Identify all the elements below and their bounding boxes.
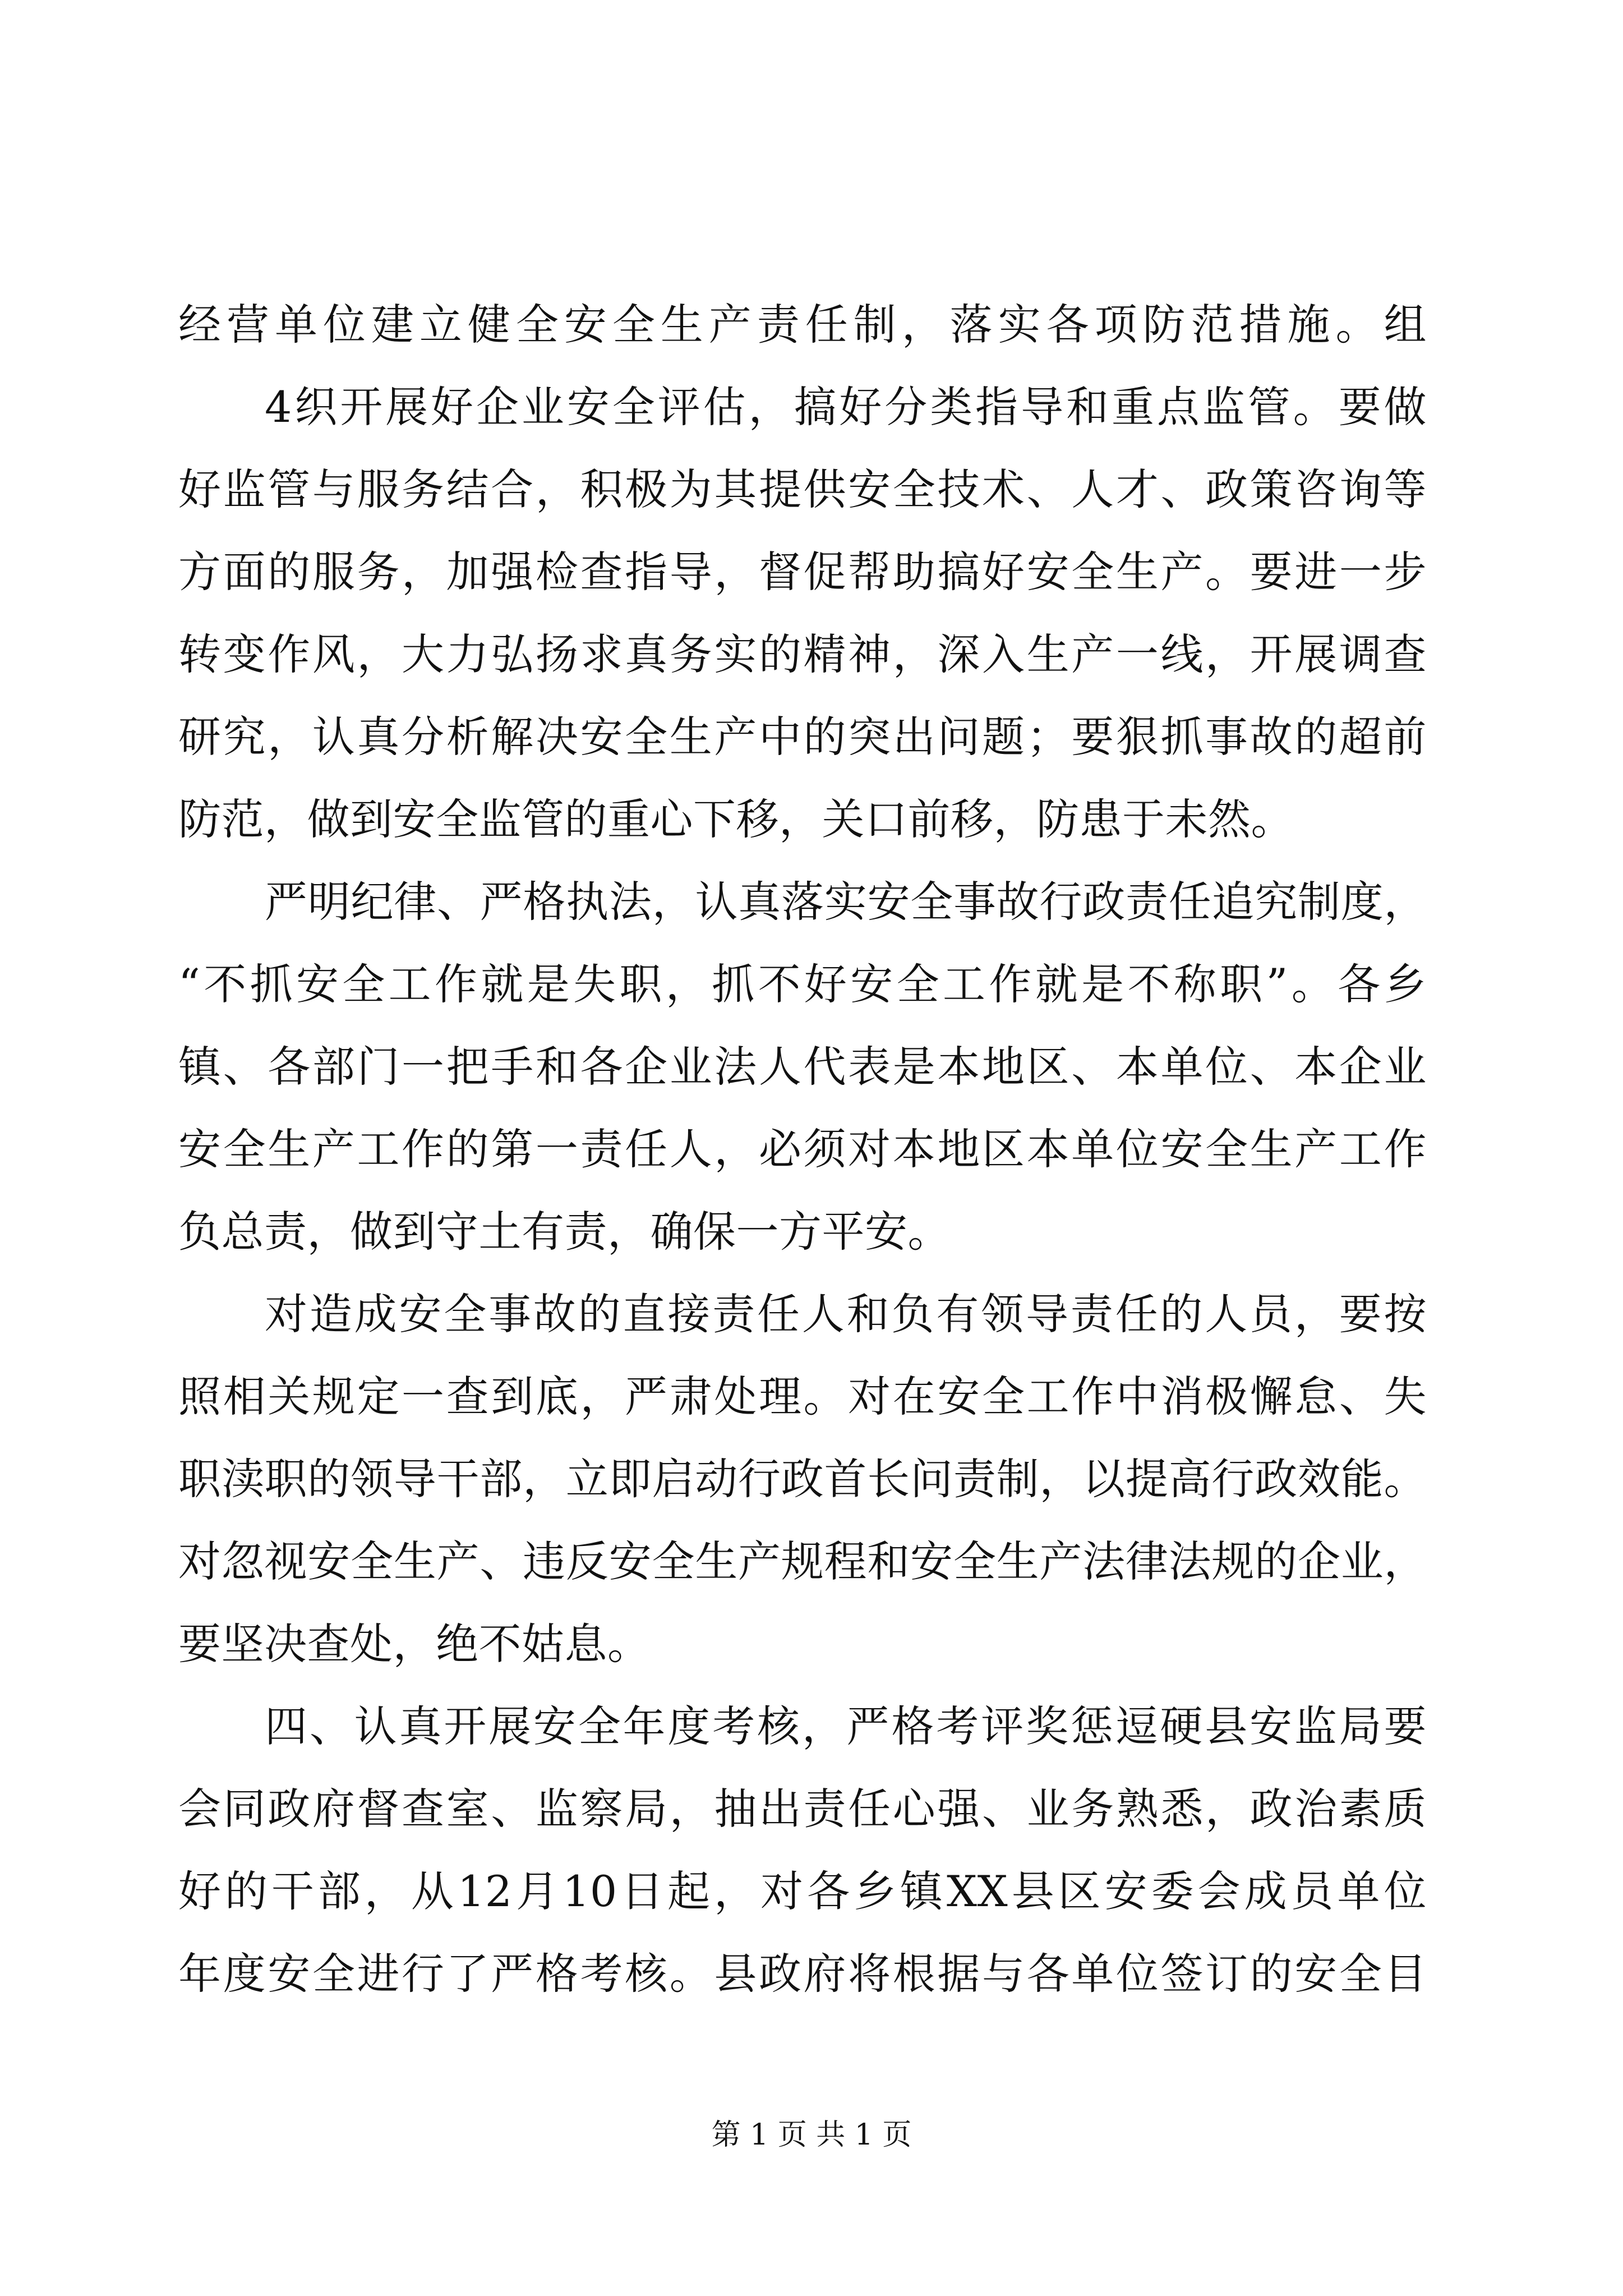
text-line: “不抓安全工作就是失职，抓不好安全工作就是不称职”。各乡 [178, 959, 1427, 1009]
text-line: 方面的服务，加强检查指导，督促帮助搞好安全生产。要进一步 [178, 547, 1427, 597]
text-line: 对造成安全事故的直接责任人和负有领导责任的人员，要按 [265, 1289, 1427, 1339]
text-line: 好的干部，从12月10日起，对各乡镇XX县区安委会成员单位 [178, 1866, 1427, 1916]
text-line: 转变作风，大力弘扬求真务实的精神，深入生产一线，开展调查 [178, 629, 1427, 679]
text-line: 要坚决查处，绝不姑息。 [178, 1619, 651, 1669]
text-line: 照相关规定一查到底，严肃处理。对在安全工作中消极懈怠、失 [178, 1372, 1427, 1421]
text-line: 对忽视安全生产、违反安全生产规程和安全生产法律法规的企业， [178, 1536, 1427, 1586]
text-line: 负总责，做到守土有责，确保一方平安。 [178, 1207, 951, 1257]
text-line: 研究，认真分析解决安全生产中的突出问题；要狠抓事故的超前 [178, 712, 1427, 762]
text-line: 职渎职的领导干部，立即启动行政首长问责制，以提高行政效能。 [178, 1454, 1427, 1504]
document-body [178, 283, 1427, 2015]
text-line: 四、认真开展安全年度考核，严格考评奖惩逗硬县安监局要 [265, 1701, 1427, 1751]
text-line: 镇、各部门一把手和各企业法人代表是本地区、本单位、本企业 [178, 1042, 1427, 1092]
text-line: 会同政府督查室、监察局，抽出责任心强、业务熟悉，政治素质 [178, 1784, 1427, 1834]
text-line: 4织开展好企业安全评估，搞好分类指导和重点监管。要做 [265, 382, 1427, 432]
text-line: 年度安全进行了严格考核。县政府将根据与各单位签订的安全目 [178, 1949, 1427, 1999]
text-line: 防范，做到安全监管的重心下移，关口前移，防患于未然。 [178, 794, 1294, 844]
text-line: 严明纪律、严格执法，认真落实安全事故行政责任追究制度， [265, 877, 1427, 927]
text-line: 经营单位建立健全安全生产责任制，落实各项防范措施。组 [178, 300, 1427, 349]
text-line: 安全生产工作的第一责任人，必须对本地区本单位安全生产工作 [178, 1124, 1427, 1174]
text-line: 好监管与服务结合，积极为其提供安全技术、人才、政策咨询等 [178, 464, 1427, 514]
page-footer: 第 1 页 共 1 页 [711, 2118, 912, 2152]
